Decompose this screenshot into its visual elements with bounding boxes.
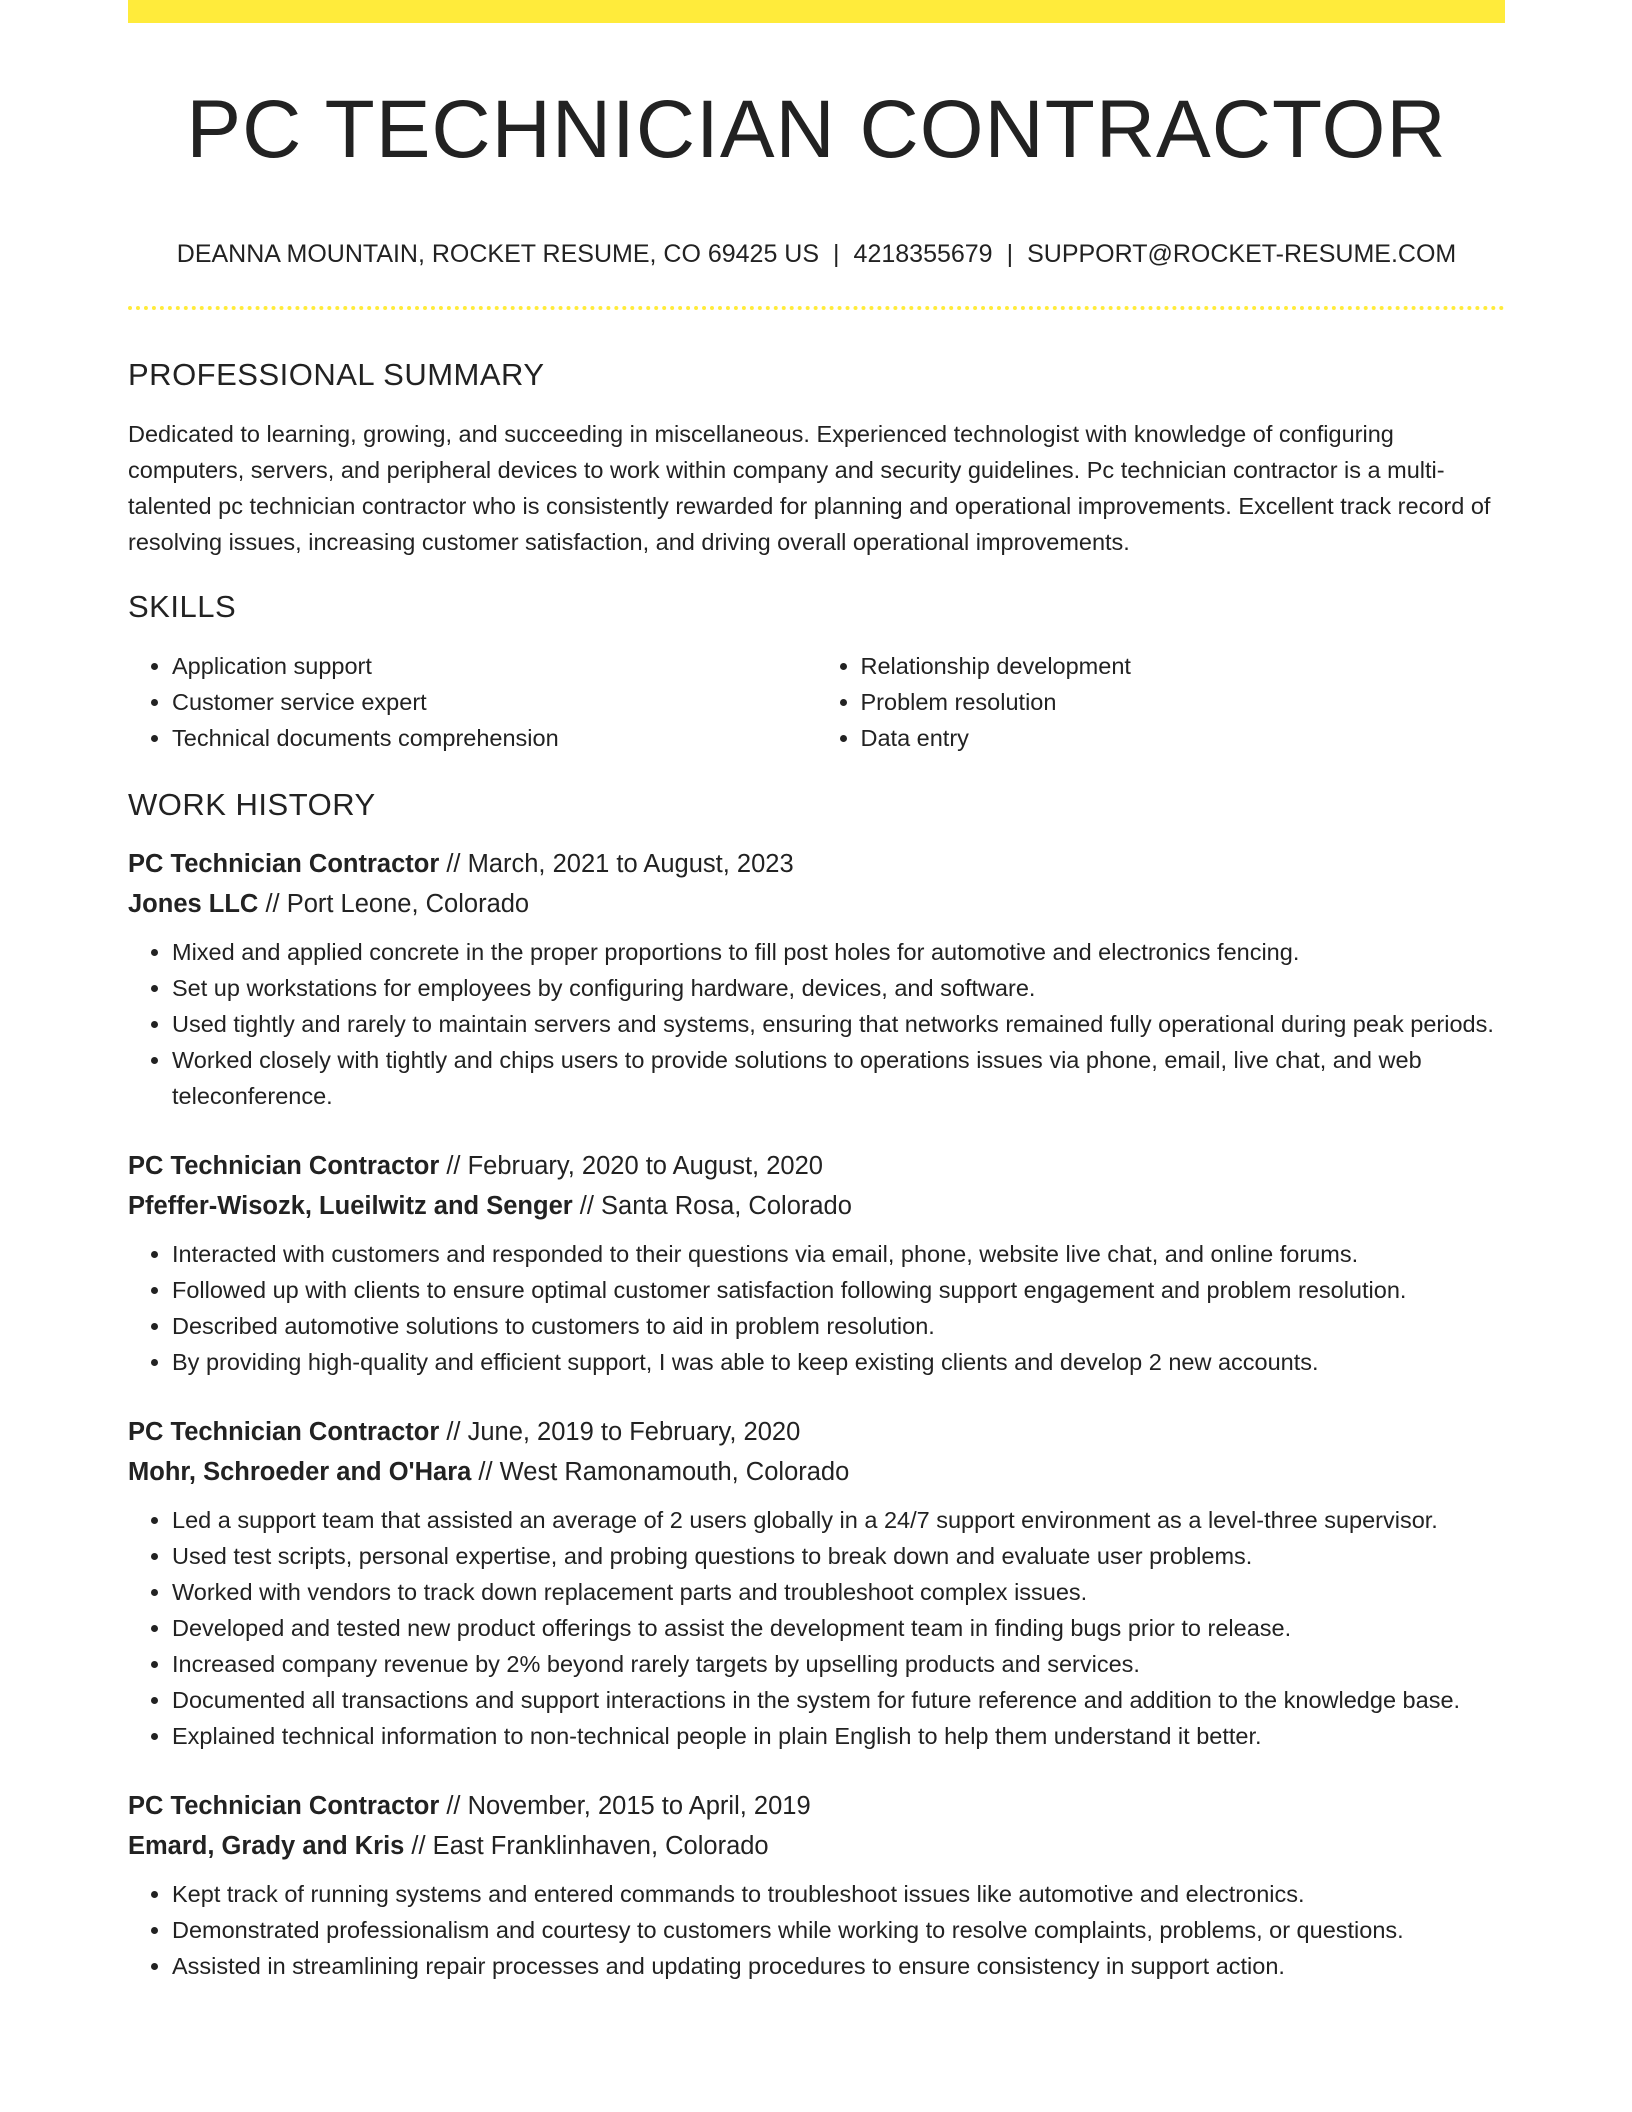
contact-email: SUPPORT@ROCKET-RESUME.COM [1027,240,1457,268]
job-bullet: • Set up workstations for employees by configuring hardware, devices, and software. [172,970,1505,1006]
contact-phone: 4218355679 [853,240,993,268]
job-bullet: • Worked closely with tightly and chips users to provide solutions to operations issues via phone, email, live chat, and web teleconference. [172,1042,1505,1114]
skills-heading: SKILLS [128,589,237,624]
job-entry [128,844,1505,1114]
job-bullet: • Interacted with customers and responded to their questions via email, phone, website live chat, and online forums. [172,1236,1505,1272]
contact-separator: | [833,240,840,268]
job-bullet: • Used test scripts, personal expertise, and probing questions to break down and evaluate user problems. [172,1538,1505,1574]
job-bullets [128,934,1505,1114]
job-bullet: • Described automotive solutions to customers to aid in problem resolution. [172,1308,1505,1344]
job-bullets [128,1236,1505,1380]
contact-address: DEANNA MOUNTAIN, ROCKET RESUME, CO 69425 US [176,240,820,268]
job-company-line [128,1186,1505,1226]
job-bullets [128,1502,1505,1754]
job-company: Emard, Grady and Kris [128,1832,405,1860]
job-company-line [128,884,1505,924]
skills-column-right [817,648,1506,756]
job-location: // East Franklinhaven, Colorado [404,1832,769,1860]
skill-item: • Relationship development [861,648,1506,684]
skill-item: • Application support [172,648,817,684]
skill-item: • Technical documents comprehension [172,720,817,756]
contact-separator: | [1006,240,1014,268]
job-bullet: • Used tightly and rarely to maintain servers and systems, ensuring that networks remained fully operational during peak periods. [172,1006,1505,1042]
skill-item: • Data entry [861,720,1506,756]
job-role-line [128,1412,1505,1452]
job-bullet: • Worked with vendors to track down replacement parts and troubleshoot complex issues. [172,1574,1505,1610]
job-role: PC Technician Contractor [128,1152,440,1180]
job-bullet: • Developed and tested new product offerings to assist the development team in finding bugs prior to release. [172,1610,1505,1646]
job-role: PC Technician Contractor [128,850,440,878]
job-role: PC Technician Contractor [128,1418,440,1446]
job-bullet: • Led a support team that assisted an average of 2 users globally in a 24/7 support environment as a level-three supervisor. [172,1502,1505,1538]
accent-bar [128,0,1505,23]
job-company: Pfeffer-Wisozk, Lueilwitz and Senger [128,1192,573,1220]
job-company-line [128,1452,1505,1492]
job-entry [128,1412,1505,1754]
job-bullet: • Explained technical information to non-technical people in plain English to help them understand it better. [172,1718,1505,1754]
job-bullet: • By providing high-quality and efficient support, I was able to keep existing clients and develop 2 new accounts. [172,1344,1505,1380]
job-bullets [128,1876,1505,1984]
job-role: PC Technician Contractor [128,1792,440,1820]
job-dates: // June, 2019 to February, 2020 [439,1418,801,1446]
job-dates: // February, 2020 to August, 2020 [439,1152,823,1180]
dotted-divider [128,306,1505,310]
job-entry [128,1786,1505,1984]
job-bullet: • Mixed and applied concrete in the proper proportions to fill post holes for automotive and electronics fencing. [172,934,1505,970]
job-dates: // November, 2015 to April, 2019 [439,1792,811,1820]
summary-text: Dedicated to learning, growing, and succeeding in miscellaneous. Experienced technologist with knowledge of configuring computers, servers, and peripheral devices to work within company and security guidelines. Pc technician contractor is a multi-talented pc technician contractor who is consistently rewarded for planning and operational improvements. Excellent track record of resolving issues, increasing customer satisfaction, and driving overall operational improvements. [128,421,1491,555]
job-company-line [128,1826,1505,1866]
job-bullet: • Documented all transactions and support interactions in the system for future reference and addition to the knowledge base. [172,1682,1505,1718]
job-role-line [128,1146,1505,1186]
job-bullet: • Followed up with clients to ensure optimal customer satisfaction following support engagement and problem resolution. [172,1272,1505,1308]
resume-content [128,350,1505,2016]
job-bullet: • Demonstrated professionalism and courtesy to customers while working to resolve complaints, problems, or questions. [172,1912,1505,1948]
job-bullet: • Increased company revenue by 2% beyond rarely targets by upselling products and services. [172,1646,1505,1682]
job-location: // Port Leone, Colorado [258,890,530,918]
job-company: Jones LLC [128,890,259,918]
job-location: // West Ramonamouth, Colorado [471,1458,850,1486]
skills-list [128,648,1505,756]
skills-column-left [128,648,817,756]
job-bullet: • Assisted in streamlining repair processes and updating procedures to ensure consistency in support action. [172,1948,1505,1984]
skill-item: • Problem resolution [861,684,1506,720]
job-bullet: • Kept track of running systems and entered commands to troubleshoot issues like automotive and electronics. [172,1876,1505,1912]
page-title: PC TECHNICIAN CONTRACTOR [186,84,1447,175]
contact-line [128,236,1505,272]
job-company: Mohr, Schroeder and O'Hara [128,1458,472,1486]
job-role-line [128,844,1505,884]
work-history-heading: WORK HISTORY [128,787,376,822]
job-location: // Santa Rosa, Colorado [572,1192,852,1220]
summary-heading: PROFESSIONAL SUMMARY [128,357,545,392]
job-role-line [128,1786,1505,1826]
skill-item: • Customer service expert [172,684,817,720]
job-entry [128,1146,1505,1380]
job-dates: // March, 2021 to August, 2023 [439,850,794,878]
